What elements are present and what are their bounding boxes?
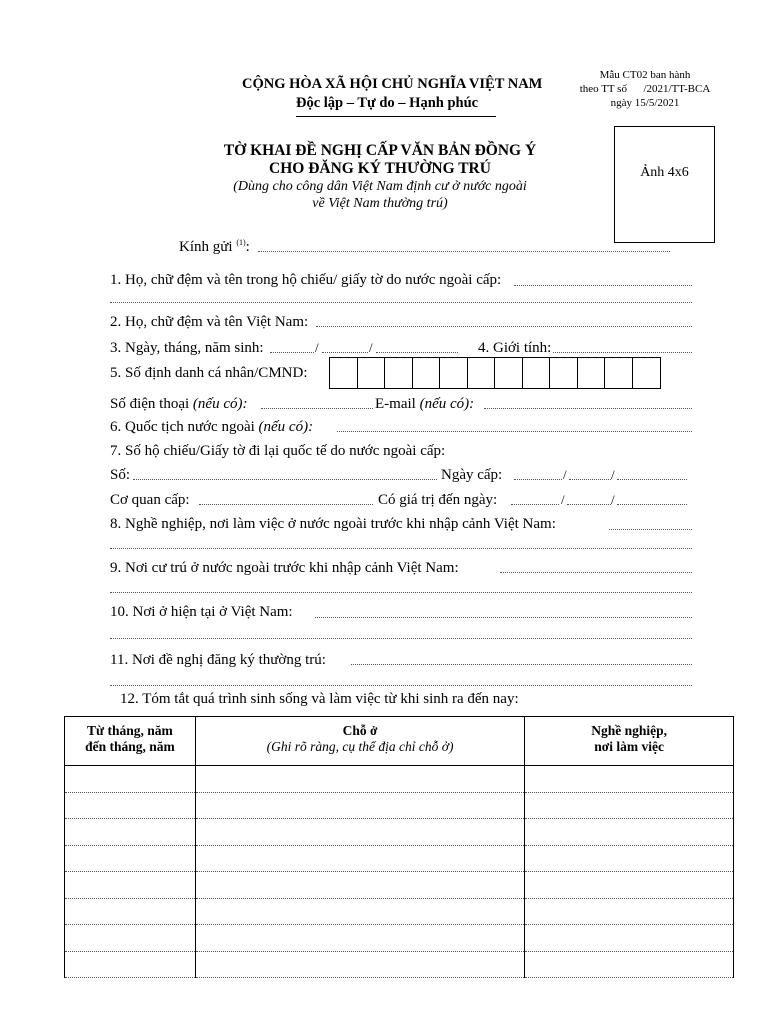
- id-digit-box[interactable]: [385, 358, 413, 388]
- birth-year-field[interactable]: [376, 352, 458, 353]
- current-address-field[interactable]: [315, 617, 692, 618]
- cell-occupation[interactable]: [525, 898, 734, 925]
- table-header-row: [65, 717, 734, 766]
- id-digit-box[interactable]: [633, 358, 661, 388]
- email-field[interactable]: [484, 408, 692, 409]
- field9-label: 9. Nơi cư trú ở nước ngoài trước khi nhập cảnh Việt Nam:: [110, 560, 459, 576]
- id-digit-box[interactable]: [495, 358, 523, 388]
- cell-occupation[interactable]: [525, 925, 734, 952]
- field1-label: 1. Họ, chữ đệm và tên trong hộ chiếu/ giấy tờ do nước ngoài cấp:: [110, 272, 502, 288]
- cell-address[interactable]: [195, 819, 524, 846]
- col-address-header: Chỗ ở (Ghi rõ ràng, cụ thể địa chỉ chỗ ở): [195, 717, 524, 766]
- valid-slash-2: /: [611, 492, 615, 507]
- cell-occupation[interactable]: [525, 792, 734, 819]
- field2-label: 2. Họ, chữ đệm và tên Việt Nam:: [110, 314, 309, 330]
- cell-address[interactable]: [195, 766, 524, 793]
- form-title-line1: TỜ KHAI ĐỀ NGHỊ CẤP VĂN BẢN ĐỒNG Ý: [223, 142, 537, 159]
- passport-number-label: Số:: [110, 467, 131, 483]
- issue-date-label: Ngày cấp:: [441, 467, 503, 483]
- registration-address-field[interactable]: [351, 664, 692, 665]
- form-code: [565, 68, 725, 110]
- birth-day-field[interactable]: [270, 352, 314, 353]
- issue-day-field[interactable]: [514, 479, 562, 480]
- valid-year-field[interactable]: [617, 504, 687, 505]
- issue-slash-2: /: [611, 467, 615, 482]
- table-row: [65, 792, 734, 819]
- addressee-field[interactable]: [258, 251, 670, 252]
- field12-label: 12. Tóm tắt quá trình sinh sống và làm việc từ khi sinh ra đến nay:: [120, 691, 519, 707]
- form-code-line2: theo TT số /2021/TT-BCA: [579, 83, 711, 95]
- table-row: [65, 766, 734, 793]
- table-row: [65, 898, 734, 925]
- phone-field[interactable]: [261, 408, 373, 409]
- occupation-abroad-field[interactable]: [609, 529, 692, 530]
- field3-label: 3. Ngày, tháng, năm sinh:: [110, 340, 264, 356]
- id-digit-box[interactable]: [605, 358, 633, 388]
- passport-number-field[interactable]: [133, 479, 437, 480]
- cell-address[interactable]: [195, 925, 524, 952]
- residence-abroad-field[interactable]: [500, 572, 692, 573]
- id-digit-box[interactable]: [550, 358, 578, 388]
- field5-label: 5. Số định danh cá nhân/CMND:: [110, 365, 308, 381]
- foreign-nationality-field[interactable]: [337, 431, 692, 432]
- field4-label: 4. Giới tính:: [478, 340, 552, 356]
- table-row: [65, 925, 734, 952]
- cell-period[interactable]: [65, 925, 196, 952]
- valid-until-label: Có giá trị đến ngày:: [378, 492, 498, 508]
- cell-address[interactable]: [195, 872, 524, 899]
- cell-occupation[interactable]: [525, 872, 734, 899]
- id-digit-box[interactable]: [468, 358, 496, 388]
- id-digit-box[interactable]: [440, 358, 468, 388]
- issuer-field[interactable]: [199, 504, 373, 505]
- id-number-boxes[interactable]: [329, 357, 661, 389]
- valid-month-field[interactable]: [567, 504, 611, 505]
- gender-field[interactable]: [553, 352, 692, 353]
- form-subtitle-line1: (Dùng cho công dân Việt Nam định cư ở nước ngoài: [233, 179, 527, 194]
- table-row: [65, 845, 734, 872]
- id-digit-box[interactable]: [578, 358, 606, 388]
- issuer-label: Cơ quan cấp:: [110, 492, 190, 508]
- valid-day-field[interactable]: [511, 504, 559, 505]
- issue-slash-1: /: [563, 467, 567, 482]
- cell-period[interactable]: [65, 898, 196, 925]
- registration-address-field-cont[interactable]: [110, 685, 692, 686]
- birth-slash-2: /: [369, 340, 373, 355]
- valid-slash-1: /: [561, 492, 565, 507]
- cell-period[interactable]: [65, 951, 196, 978]
- vietnam-name-field[interactable]: [316, 326, 692, 327]
- issue-month-field[interactable]: [569, 479, 611, 480]
- motto-underline: [296, 116, 496, 117]
- photo-label: Ảnh 4x6: [640, 165, 689, 180]
- field11-label: 11. Nơi đề nghị đăng ký thường trú:: [110, 652, 326, 668]
- cell-period[interactable]: [65, 872, 196, 899]
- cell-period[interactable]: [65, 819, 196, 846]
- table-row: [65, 819, 734, 846]
- field7-label: 7. Số hộ chiếu/Giấy tờ đi lại quốc tế do nước ngoài cấp:: [110, 443, 446, 459]
- email-label: E-mail (nếu có):: [375, 396, 475, 412]
- form-subtitle-line2: về Việt Nam thường trú): [312, 196, 448, 211]
- id-digit-box[interactable]: [413, 358, 441, 388]
- field8-label: 8. Nghề nghiệp, nơi làm việc ở nước ngoài trước khi nhập cảnh Việt Nam:: [110, 516, 556, 532]
- occupation-abroad-field-cont[interactable]: [110, 548, 692, 549]
- form-code-line1: Mẫu CT02 ban hành: [599, 69, 691, 81]
- cell-address[interactable]: [195, 845, 524, 872]
- id-digit-box[interactable]: [330, 358, 358, 388]
- col-occupation-header: Nghề nghiệp, nơi làm việc: [525, 717, 734, 766]
- field6-label: 6. Quốc tịch nước ngoài (nếu có):: [110, 419, 314, 435]
- foreign-name-field-cont[interactable]: [110, 302, 692, 303]
- issue-year-field[interactable]: [617, 479, 687, 480]
- cell-period[interactable]: [65, 845, 196, 872]
- motto: Độc lập – Tự do – Hạnh phúc: [296, 95, 479, 111]
- form-code-line3: ngày 15/5/2021: [610, 97, 680, 109]
- id-digit-box[interactable]: [358, 358, 386, 388]
- cell-occupation[interactable]: [525, 766, 734, 793]
- nation-heading: CỘNG HÒA XÃ HỘI CHỦ NGHĨA VIỆT NAM: [242, 76, 543, 92]
- cell-occupation[interactable]: [525, 819, 734, 846]
- cell-address[interactable]: [195, 951, 524, 978]
- birth-month-field[interactable]: [322, 352, 368, 353]
- photo-box[interactable]: [614, 126, 715, 243]
- history-table: [64, 716, 734, 978]
- phone-label: Số điện thoại (nếu có):: [110, 396, 248, 412]
- cell-address[interactable]: [195, 792, 524, 819]
- id-digit-box[interactable]: [523, 358, 551, 388]
- foreign-name-field[interactable]: [514, 285, 692, 286]
- cell-period[interactable]: [65, 766, 196, 793]
- birth-slash-1: /: [315, 340, 319, 355]
- current-address-field-cont[interactable]: [110, 638, 692, 639]
- table-row: [65, 872, 734, 899]
- cell-occupation[interactable]: [525, 845, 734, 872]
- cell-period[interactable]: [65, 792, 196, 819]
- table-row: [65, 951, 734, 978]
- addressee-label: Kính gửi $^{(1)}$:: [179, 238, 250, 255]
- col-period-header: Từ tháng, năm đến tháng, năm: [65, 717, 196, 766]
- form-title-line2: CHO ĐĂNG KÝ THƯỜNG TRÚ: [269, 160, 491, 177]
- residence-abroad-field-cont[interactable]: [110, 592, 692, 593]
- cell-occupation[interactable]: [525, 951, 734, 978]
- field10-label: 10. Nơi ở hiện tại ở Việt Nam:: [110, 604, 293, 620]
- cell-address[interactable]: [195, 898, 524, 925]
